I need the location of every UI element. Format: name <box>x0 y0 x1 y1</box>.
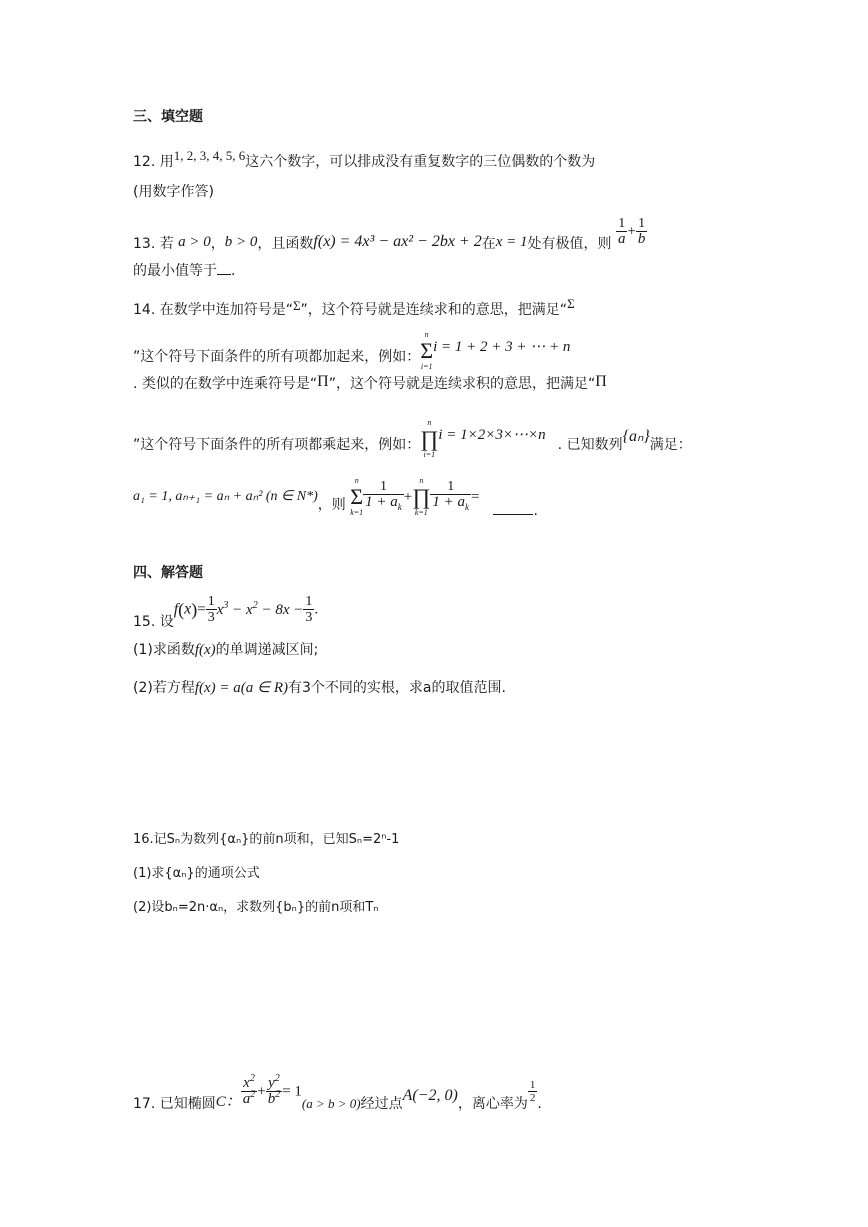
product-example: i = 1×2×3×⋯×n <box>438 427 546 443</box>
q15-part2: (2)若方程f(x) = a(a ∈ R)有3个不同的实根，求a的取值范围. <box>133 680 506 696</box>
recurrence: a₁ = 1, aₙ₊₁ = aₙ + aₙ² (n ∈ N*) <box>133 489 318 504</box>
question-14-line3: . 类似的在数学中连乘符号是“Π”，这个符号就是连续求积的意思，把满足“Π <box>133 373 607 392</box>
question-17: 17. 已知椭圆C： $\frac{x^2}{a^2}$ + $\frac{y^2}{b^2}$ = 1(a > b > 0)经过点A(−2, 0)，离心率为 $\frac{1}{2}$ . <box>133 1073 542 1112</box>
product-operator: n ∏ i=1 <box>420 418 439 459</box>
q15-part1: (1)求函数f(x)的单调递减区间; <box>133 642 319 658</box>
fraction-product: $\frac{1}{1 + a_k}$ <box>432 479 470 512</box>
q17-cond: (a > b > 0) <box>301 1095 361 1111</box>
q17-c: C： <box>215 1093 241 1110</box>
q13-function: f(x) = 4x³ − ax² − 2bx + 2 <box>313 232 482 250</box>
fraction-sum: $\frac{1}{1 + a_k}$ <box>365 479 402 512</box>
q12-num: 12. 用 <box>133 154 174 170</box>
question-15: 15. 设f(x)= $\frac{1}{3}$ $x^3 - x^2 - 8x$ − $\frac{1}{3}$ . <box>133 594 319 630</box>
q13-num: 13. 若 <box>133 235 174 252</box>
question-13: 13. 若 a > 0，b > 0，且函数f(x) = 4x³ − ax² − 2bx + 2在x = 1处有极值，则 $\frac{1}{a}$ + $\frac{1}{b}$ <box>133 216 646 252</box>
q13-answer-blank <box>217 264 231 275</box>
q13-extreme: 处有极值，则 <box>527 235 612 252</box>
sigma-symbol-2: Σ <box>567 296 575 311</box>
question-14-line2: ”这个符号下面条件的所有项都加起来，例如： n Σ i=1 i = 1 + 2 + 3 + ⋯ + n <box>133 330 571 371</box>
sum-operator-k: n Σ k=1 <box>350 476 364 517</box>
q12-note: (用数字作答) <box>133 184 214 200</box>
question-14-line5: a₁ = 1, aₙ₊₁ = aₙ + aₙ² (n ∈ N*)，则 n Σ k=1 $\frac{1}{1 + a_k}$ + n ∏ k=1 $\frac{1}{1 + a_k}$ =. <box>133 476 538 519</box>
q13-fraction-1-over-a: $\frac{1}{a}$ <box>617 216 626 247</box>
question-16: 16.记Sₙ为数列{αₙ}的前n项和，已知Sₙ=2ⁿ-1 <box>133 832 400 847</box>
q14-answer-blank <box>493 504 533 515</box>
sigma-symbol: Σ <box>292 298 301 313</box>
section-title-answer: 四、解答题 <box>133 565 203 581</box>
sequence-a-n: {aₙ} <box>622 428 650 445</box>
q13-cond-b: b > 0 <box>224 233 258 250</box>
q13-at: 在 <box>481 235 496 252</box>
q15-p2-eq: f(x) = a(a ∈ R) <box>194 680 289 696</box>
q15-f-of-x: f <box>173 600 179 618</box>
q15-p1-func: f(x) <box>194 642 216 658</box>
question-14-line1: 14. 在数学中连加符号是“Σ”，这个符号就是连续求和的意思，把满足“Σ <box>133 296 575 318</box>
q16-part2: (2)设bₙ=2n·αₙ，求数列{bₙ}的前n项和Tₙ <box>133 900 379 915</box>
q17-point: A(−2, 0) <box>402 1086 458 1104</box>
q13-fraction-1-over-b: $\frac{1}{b}$ <box>637 216 646 247</box>
q12-digits: 1, 2, 3, 4, 5, 6 <box>173 148 246 163</box>
question-14-line4: ”这个符号下面条件的所有项都乘起来，例如： n ∏ i=1 i = 1×2×3×⋯×n. 已知数列{aₙ}满足： <box>133 418 692 459</box>
pi-symbol-2: Π <box>595 373 607 390</box>
sum-example: i = 1 + 2 + 3 + ⋯ + n <box>433 339 571 355</box>
eccentricity-half: $\frac{1}{2}$ <box>529 1079 536 1104</box>
ellipse-x-term: $\frac{x^2}{a^2}$ <box>242 1073 256 1107</box>
question-12 <box>133 146 595 172</box>
pi-symbol: Π <box>317 373 329 390</box>
q13-min-text: 的最小值等于 <box>133 263 217 279</box>
q16-part1: (1)求{αₙ}的通项公式 <box>133 866 260 881</box>
q13-cond-a: a > 0 <box>178 233 211 250</box>
sum-operator: n Σ i=1 <box>420 330 434 371</box>
ellipse-y-term: $\frac{y^2}{b^2}$ <box>267 1073 281 1107</box>
q13-line2: 的最小值等于 . <box>133 263 236 279</box>
q12-text: 这六个数字，可以排成没有重复数字的三位偶数的个数为 <box>245 154 596 170</box>
q13-x-eq: x = 1 <box>495 233 528 250</box>
section-title-fill-in: 三、填空题 <box>133 109 203 125</box>
q13-plus: + <box>627 223 636 240</box>
q13-and: ，且函数 <box>257 235 314 252</box>
product-operator-k: n ∏ k=1 <box>412 476 431 517</box>
